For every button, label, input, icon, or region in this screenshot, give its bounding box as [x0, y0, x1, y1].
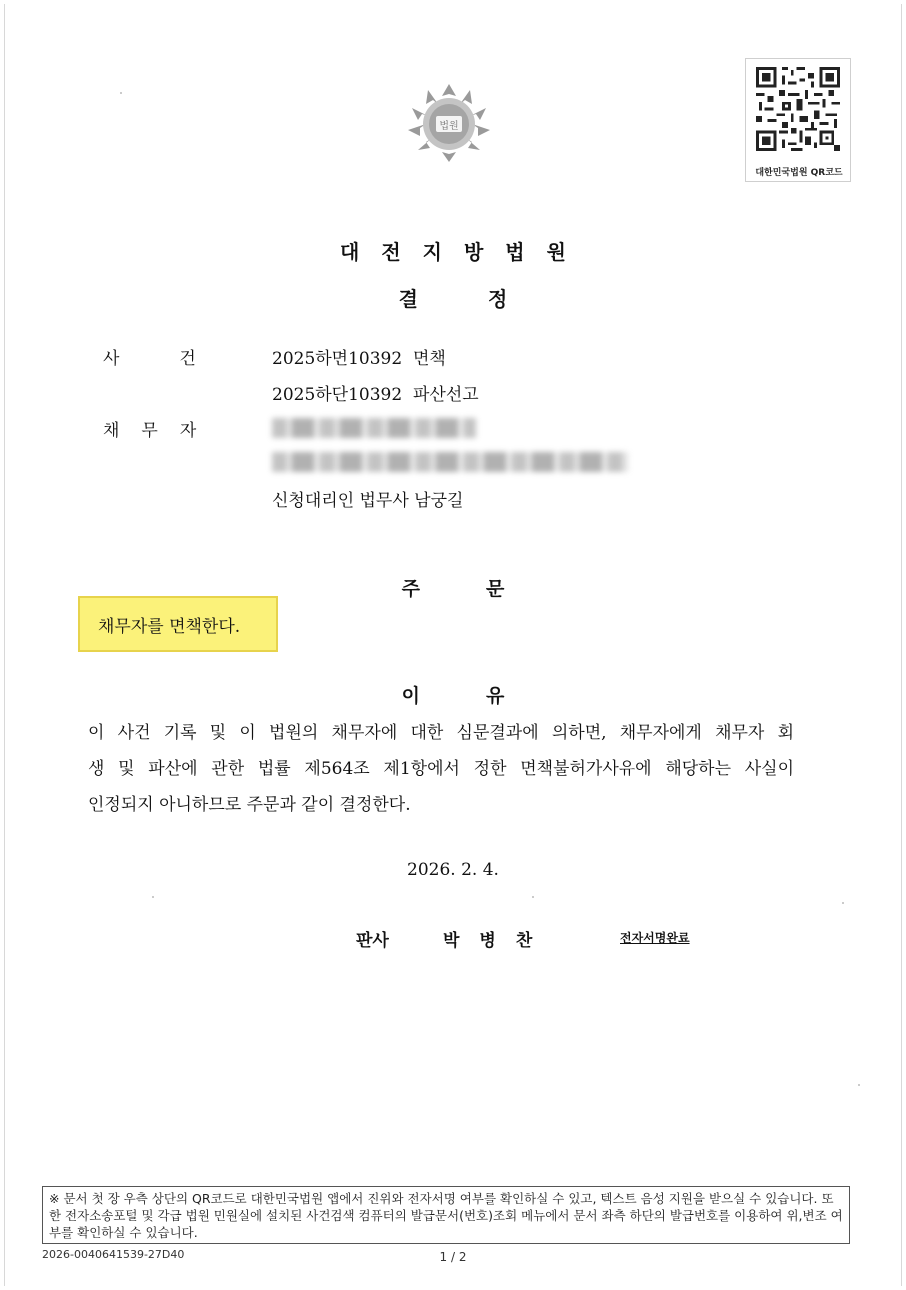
redacted-debtor-address: [272, 452, 628, 472]
reason-line-3: 인정되지 아니하므로 주문과 같이 결정한다.: [88, 795, 411, 815]
order-text: 채무자를 면책한다.: [98, 617, 241, 637]
qr-code-label: 대한민국법원 QR코드: [755, 168, 843, 178]
reason-line-1: 이 사건 기록 및 이 법원의 채무자에 대한 심문결과에 의하면, 채무자에게 채무자 회: [88, 723, 794, 743]
case-number-bankruptcy: 2025하단10392 파산선고: [272, 385, 479, 405]
redacted-debtor-name: [272, 418, 476, 438]
applicant-agent: 신청대리인 법무사 남궁길: [272, 491, 464, 511]
judge-name: 박병찬: [443, 931, 553, 951]
judge-title: 판사: [356, 931, 389, 951]
scan-speck: [842, 902, 844, 904]
seal-text: 법원: [439, 121, 459, 132]
court-name: 대전지방법원: [340, 240, 588, 264]
reason-heading: 이유: [401, 685, 571, 707]
issue-number: 2026-0040641539-27D40: [42, 1248, 185, 1261]
scan-speck: [120, 92, 122, 94]
qr-code-icon[interactable]: [756, 67, 840, 151]
verification-notice: ※ 문서 첫 장 우측 상단의 QR코드로 대한민국법원 앱에서 진위와 전자서명 여부를 확인하실 수 있고, 텍스트 음성 지원을 받으실 수 있습니다. 또한 전자소송포털 및 각급 법원 민원실에 설치된 사건검색 컴퓨터의 발급문서(번호)조회 메뉴에서 문서 좌측 하단의 발급번호를 이용하여 위,변조 여부를 확인하실 수 있습니다.: [42, 1186, 850, 1244]
decision-date: 2026. 2. 4.: [407, 860, 499, 880]
qr-code-box[interactable]: [745, 58, 851, 182]
electronic-signature-stamp: 전자서명완료: [620, 931, 690, 945]
case-label: 사건: [103, 349, 256, 369]
reason-line-2: 생 및 파산에 관한 법률 제564조 제1항에서 정한 면책불허가사유에 해당하는 사실이: [88, 759, 794, 779]
case-number-exemption: 2025하면10392 면책: [272, 349, 446, 369]
order-heading: 주문: [401, 578, 571, 600]
page-number: 1 / 2: [439, 1250, 467, 1264]
scan-speck: [532, 896, 534, 898]
debtor-label: 채무자: [103, 421, 219, 441]
document-type-title: 결정: [398, 287, 578, 311]
scan-speck: [152, 896, 154, 898]
court-seal-icon: [404, 82, 494, 164]
scan-speck: [858, 1084, 860, 1086]
